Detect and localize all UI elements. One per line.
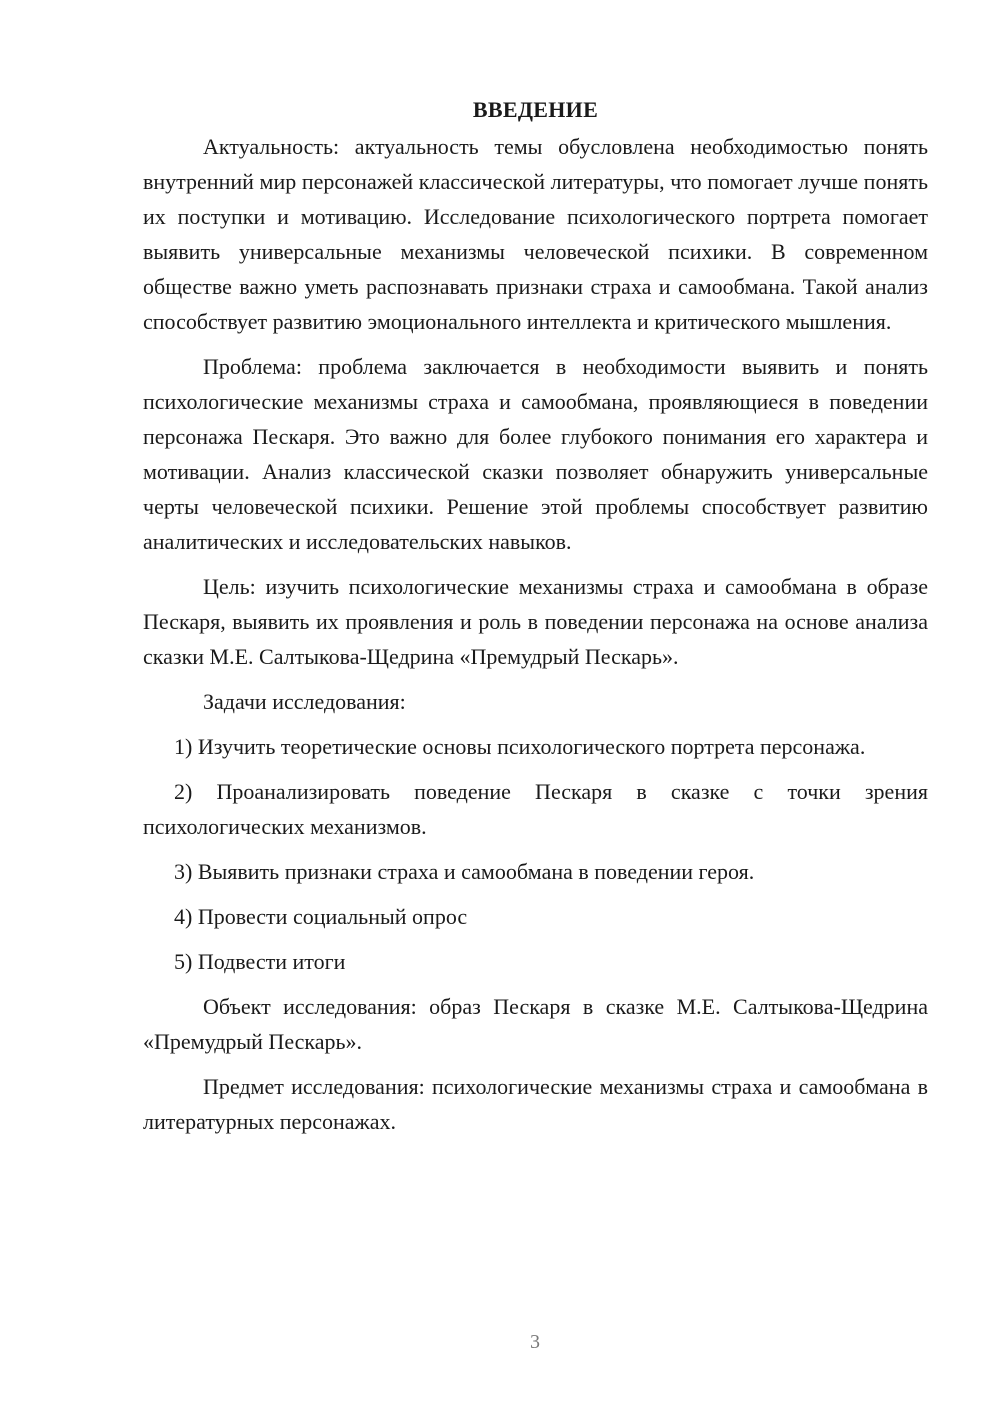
task-item: 3) Выявить признаки страха и самообмана в поведении героя. (174, 859, 755, 884)
tasks-list (143, 729, 928, 979)
document-page (143, 92, 928, 1149)
object-paragraph: Объект исследования: образ Пескаря в сказке М.Е. Салтыкова-Щедрина «Премудрый Пескарь». (143, 994, 928, 1054)
page-number: 3 (530, 1331, 540, 1353)
task-item: 1) Изучить теоретические основы психологического портрета персонажа. (174, 734, 866, 759)
problem-paragraph: Проблема: проблема заключается в необходимости выявить и понять психологические механизмы страха и самообмана, проявляющиеся в поведении персонажа Пескаря. Это важно для более глубокого понимания его характера и мотивации. Анализ классической сказки позволяет обнаружить универсальные черты человеческой психики. Решение этой проблемы способствует развитию аналитических и исследовательских навыков. (143, 354, 928, 554)
task-item: 5) Подвести итоги (174, 949, 346, 974)
task-item: 2) Проанализировать поведение Пескаря в сказке с точки зрения психологических механизмов. (143, 779, 928, 839)
section-heading: ВВЕДЕНИЕ (472, 97, 599, 122)
goal-paragraph: Цель: изучить психологические механизмы страха и самообмана в образе Пескаря, выявить их проявления и роль в поведении персонажа на основе анализа сказки М.Е. Салтыкова-Щедрина «Премудрый Пескарь». (143, 574, 928, 669)
subject-paragraph: Предмет исследования: психологические механизмы страха и самообмана в литературных персонажах. (143, 1074, 928, 1134)
task-item: 4) Провести социальный опрос (174, 904, 468, 929)
relevance-paragraph: Актуальность: актуальность темы обусловлена необходимостью понять внутренний мир персонажей классической литературы, что помогает лучше понять их поступки и мотивацию. Исследование психологического портрета помогает выявить универсальные механизмы человеческой психики. В современном обществе важно уметь распознавать признаки страха и самообмана. Такой анализ способствует развитию эмоционального интеллекта и критического мышления. (143, 134, 928, 334)
tasks-intro: Задачи исследования: (203, 689, 406, 714)
